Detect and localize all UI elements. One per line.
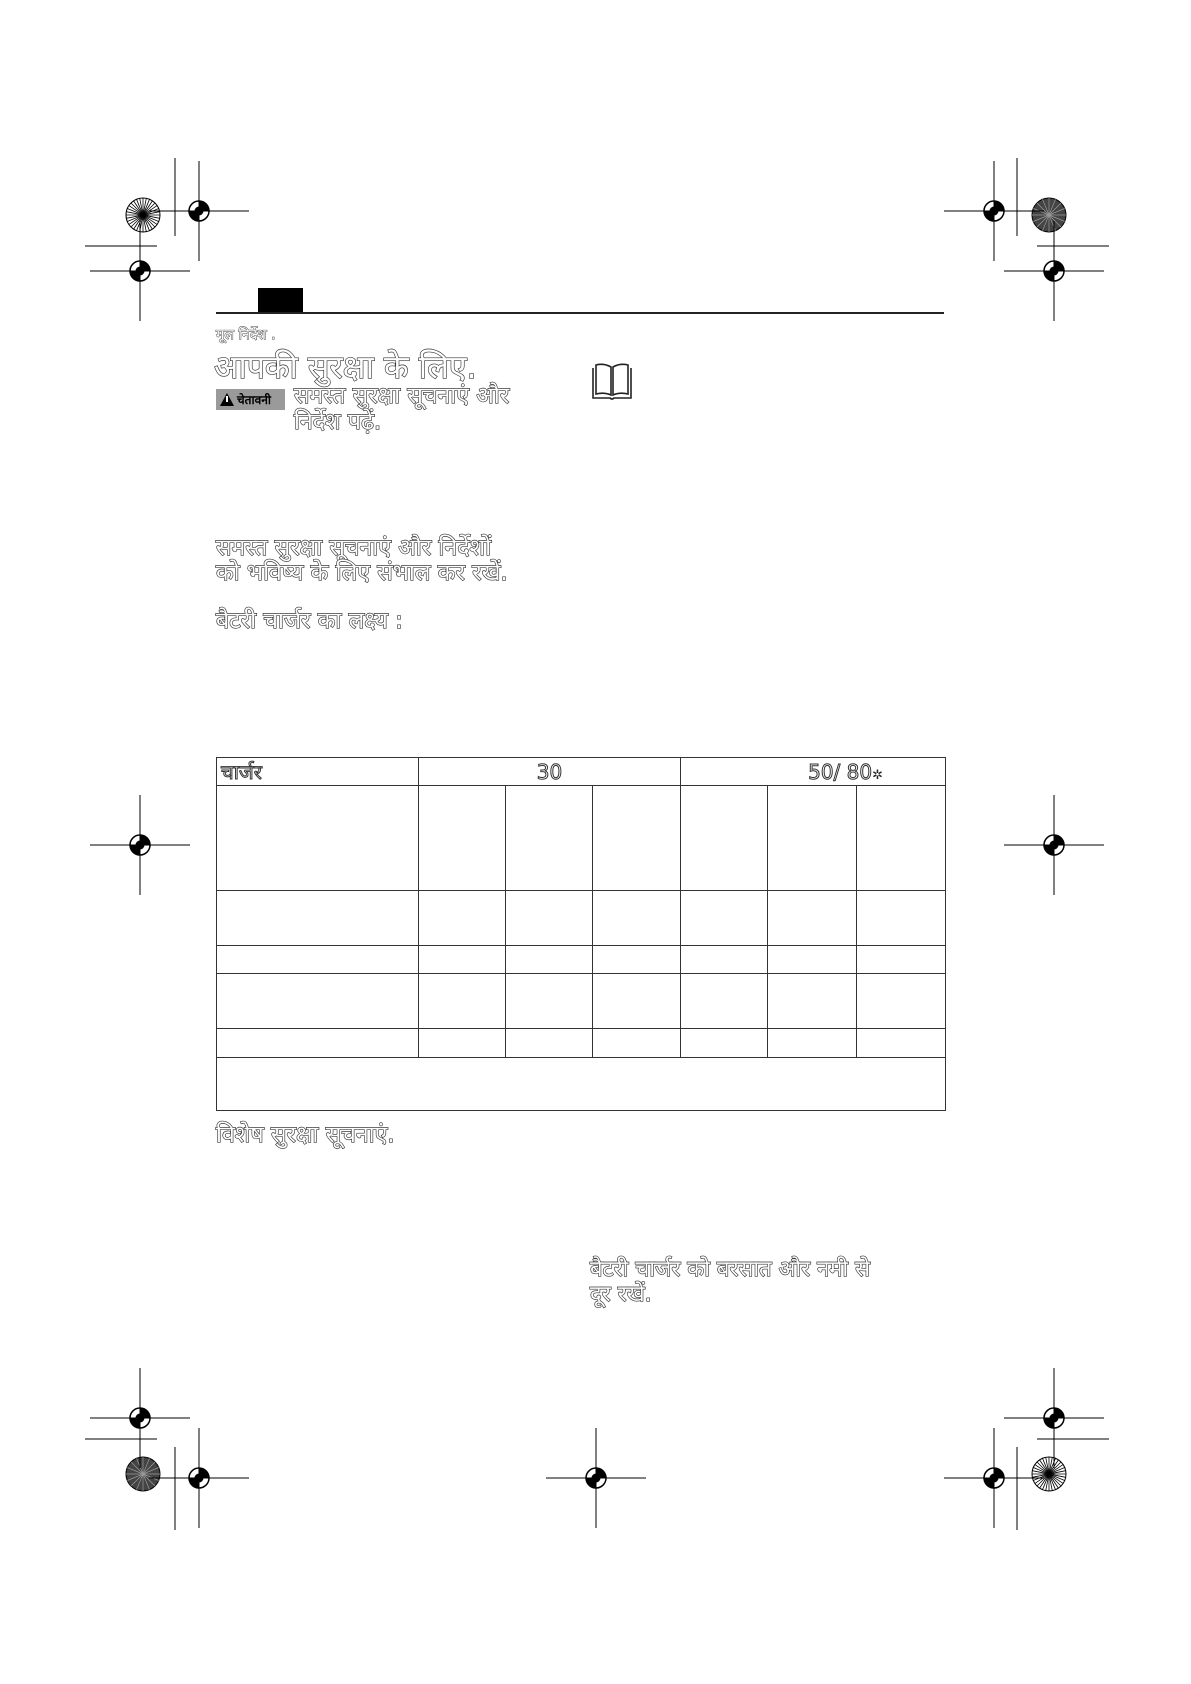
page-tab (258, 288, 303, 312)
charger-purpose-heading: बैटरी चार्जर का लक्ष्य : (216, 608, 403, 634)
table-row (217, 1029, 946, 1058)
warning-triangle-icon (220, 393, 234, 406)
table-header-row (217, 758, 946, 786)
keep-instructions-line-2: को भविष्य के लिए संभाल कर रखें. (216, 560, 508, 586)
table-row (217, 891, 946, 946)
warning-badge (216, 389, 285, 410)
rain-warning-line-2: दूर रखें. (590, 1282, 652, 1307)
manual-book-icon (590, 362, 634, 402)
special-safety-heading: विशेष सुरक्षा सूचनाएं. (216, 1122, 395, 1148)
table-row (217, 786, 946, 891)
warning-text-line-1: समस्त सुरक्षा सूचनाएं और (294, 383, 510, 409)
original-instructions-label: मूल निर्देश . (216, 327, 276, 343)
table-header-charger: चार्जर (217, 758, 419, 786)
keep-instructions-line-1: समस्त सुरक्षा सूचनाएं और निर्देशों (216, 535, 492, 561)
table-header-group-50-80: 50/ 80✲ (681, 758, 946, 786)
table-footnote-row (217, 1058, 946, 1111)
charger-spec-table (216, 757, 946, 1111)
warning-badge-label: चेतावनी (237, 393, 272, 407)
table-row (217, 946, 946, 974)
warning-text-line-2: निर्देश पढ़ें. (294, 409, 382, 435)
header-rule (216, 312, 944, 314)
table-header-group-30: 30 (418, 758, 681, 786)
page-title: आपकी सुरक्षा के लिए. (214, 348, 477, 386)
rain-warning-line-1: बैटरी चार्जर को बरसात और नमी से (590, 1257, 870, 1282)
footnote-mark: ✲ (872, 767, 883, 783)
table-row (217, 974, 946, 1029)
